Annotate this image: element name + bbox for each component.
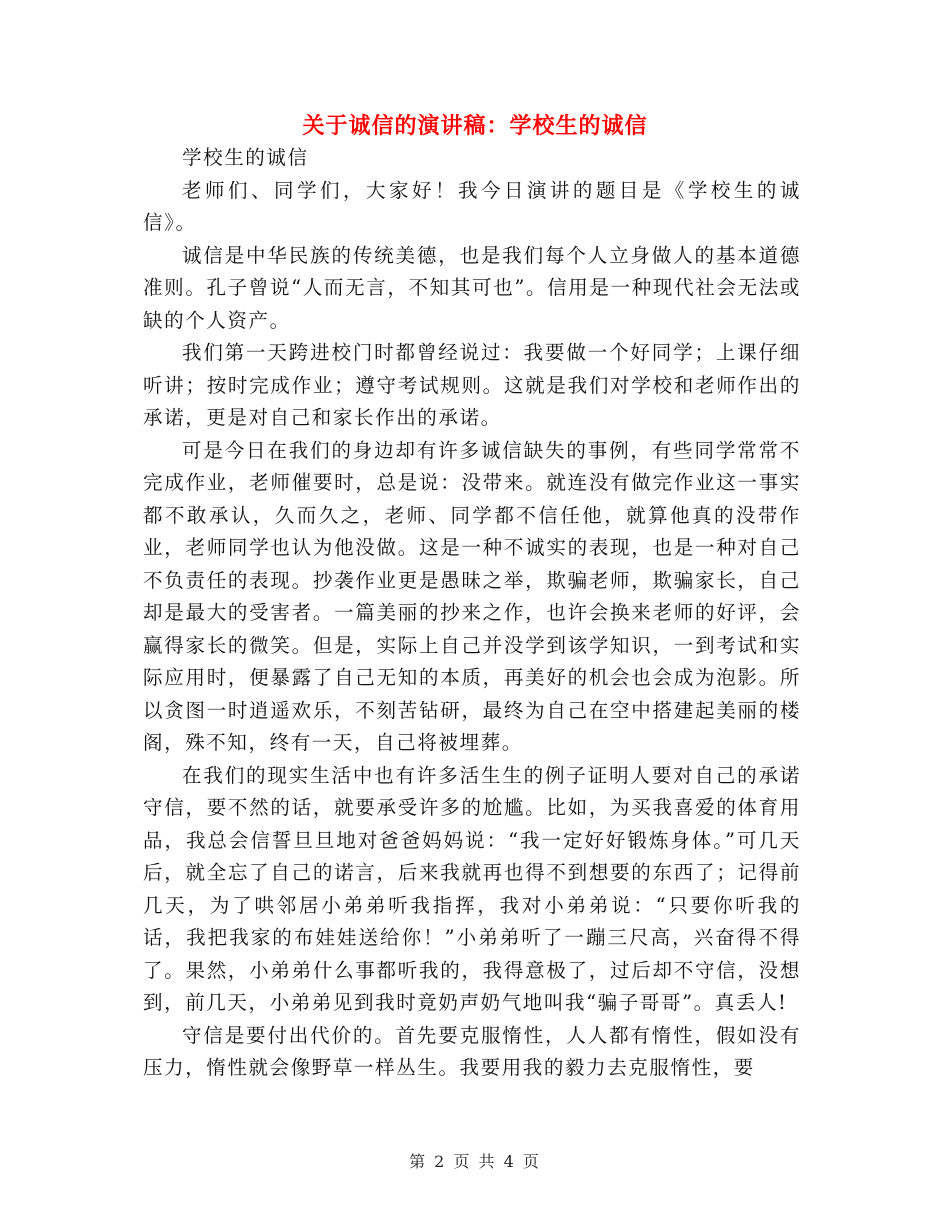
body-paragraph: 学校生的诚信 <box>182 146 309 169</box>
body-paragraph: 守信是要付出代价的。首先要克服惰性，人人都有惰性，假如没有压力，惰性就会像野草一样丛生。我要用我的毅力去克服惰性，要 <box>143 1023 801 1079</box>
document-body <box>143 142 801 1085</box>
page-number-footer: 第 2 页 共 4 页 <box>409 1152 541 1171</box>
body-paragraph: 老师们、同学们，大家好！我今日演讲的题目是《学校生的诚信》。 <box>143 178 801 234</box>
body-paragraph: 我们第一天跨进校门时都曾经说过：我要做一个好同学；上课仔细听讲；按时完成作业；遵守考试规则。这就是我们对学校和老师作出的承诺，更是对自己和家长作出的承诺。 <box>143 341 801 429</box>
document-title: 关于诚信的演讲稿：学校生的诚信 <box>302 113 648 139</box>
body-paragraph: 诚信是中华民族的传统美德，也是我们每个人立身做人的基本道德准则。孔子曾说“人而无言，不知其可也”。信用是一种现代社会无法或缺的个人资产。 <box>143 243 801 332</box>
body-paragraph: 在我们的现实生活中也有许多活生生的例子证明人要对自己的承诺守信，要不然的话，就要承受许多的尬尴。比如，为买我喜爱的体育用品，我总会信誓旦旦地对爸爸妈妈说：“我一定好好锻炼身体。”可几天后，就全忘了自己的诺言，后来我就再也得不到想要的东西了；记得前几天，为了哄邻居小弟弟听我指挥，我对小弟弟说：“只要你听我的话，我把我家的布娃娃送给你！”小弟弟听了一蹦三尺高，兴奋得不得了。果然，小弟弟什么事都听我的，我得意极了，过后却不守信，没想到，前几天，小弟弟见到我时竟奶声奶气地叫我“骗子哥哥”。真丢人! <box>143 763 801 1014</box>
body-paragraph: 可是今日在我们的身边却有许多诚信缺失的事例，有些同学常常不完成作业，老师催要时，总是说：没带来。就连没有做完作业这一事实都不敢承认，久而久之，老师、同学都不信任他，就算他真的没带作业，老师同学也认为他没做。这是一种不诚实的表现，也是一种对自己不负责任的表现。抄袭作业更是愚昧之举，欺骗老师，欺骗家长，自己却是最大的受害者。一篇美丽的抄来之作，也许会换来老师的好评，会赢得家长的微笑。但是，实际上自己并没学到该学知识，一到考试和实际应用时，便暴露了自己无知的本质，再美好的机会也会成为泡影。所以贪图一时逍遥欢乐，不刻苦钻研，最终为自己在空中搭建起美丽的楼阁，殊不知，终有一天，自己将被埋葬。 <box>143 438 801 754</box>
